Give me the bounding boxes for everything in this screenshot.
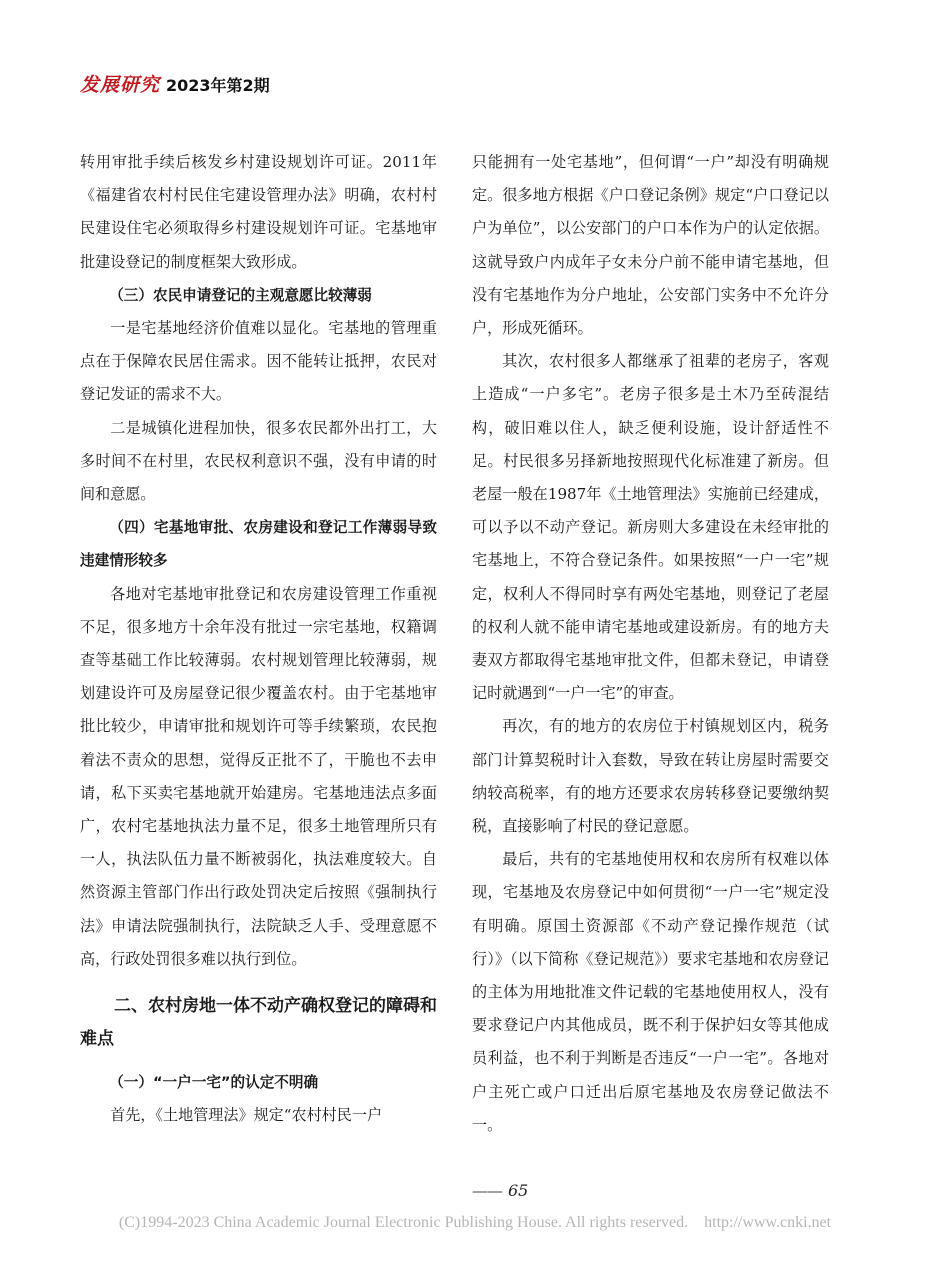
- paragraph: 一是宅基地经济价值难以显化。宅基地的管理重点在于保障农民居住需求。因不能转让抵押，农民对登记发证的需求不大。: [80, 319, 437, 404]
- copyright-watermark: (C)1994-2023 China Academic Journal Electronic Publishing House. All rights reserved. http://www.cnki.net: [118, 1214, 832, 1231]
- page-number-value: 65: [508, 1181, 529, 1200]
- paragraph: 最后，共有的宅基地使用权和农房所有权难以体现，宅基地及农房登记中如何贯彻“一户一宅”规定没有明确。原国土资源部《不动产登记操作规范（试行）》（以下简称《登记规范》）要求宅基地和农房登记的主体为用地批准文件记载的宅基地使用权人，没有要求登记户内其他成员，既不利于保护妇女等其他成员利益，也不利于判断是否违反“一户一宅”。各地对户主死亡或户口迁出后原宅基地及农房登记做法不一。: [472, 850, 829, 1134]
- journal-brand-logo: 发展研究: [80, 74, 161, 96]
- right-column: [472, 146, 829, 1142]
- paragraph: 再次，有的地方的农房位于村镇规划区内，税务部门计算契税时计入套数，导致在转让房屋时需要交纳较高税率，有的地方还要求农房转移登记要缴纳契税，直接影响了村民的登记意愿。: [472, 717, 829, 836]
- page-number-dash: ——: [472, 1181, 502, 1200]
- journal-issue: 2023年第2期: [166, 76, 270, 95]
- subsection-heading: （三）农民申请登记的主观意愿比较薄弱: [109, 286, 372, 304]
- section-heading: 二、农村房地一体不动产确权登记的障碍和难点: [80, 996, 437, 1050]
- left-column: [80, 146, 437, 1132]
- paragraph: 只能拥有一处宅基地”，但何谓“一户”却没有明确规定。很多地方根据《户口登记条例》规定“户口登记以户为单位”，以公安部门的户口本作为户的认定依据。这就导致户内成年子女未分户前不能申请宅基地，但没有宅基地作为分户地址，公安部门实务中不允许分户，形成死循环。: [472, 153, 829, 338]
- paragraph: 首先，《土地管理法》规定“农村村民一户: [110, 1106, 383, 1125]
- paragraph: 二是城镇化进程加快，很多农民都外出打工，大多时间不在村里，农民权利意识不强，没有申请的时间和意愿。: [80, 418, 437, 504]
- subsection-heading: （四）宅基地审批、农房建设和登记工作薄弱导致违建情形较多: [80, 519, 437, 570]
- page-number: [472, 1181, 528, 1200]
- paragraph: 转用审批手续后核发乡村建设规划许可证。2011年《福建省农村村民住宅建设管理办法》明确，农村村民建设住宅必须取得乡村建设规划许可证。宅基地审批建设登记的制度框架大致形成。: [80, 153, 437, 271]
- journal-header: [80, 70, 270, 98]
- paragraph: 各地对宅基地审批登记和农房建设管理工作重视不足，很多地方十余年没有批过一宗宅基地，权籍调查等基础工作比较薄弱。农村规划管理比较薄弱，规划建设许可及房屋登记很少覆盖农村。由于宅基地审批比较少，申请审批和规划许可等手续繁琐，农民抱着法不责众的思想，觉得反正批不了，干脆也不去申请，私下买卖宅基地就开始建房。宅基地违法点多面广，农村宅基地执法力量不足，很多土地管理所只有一人，执法队伍力量不断被弱化，执法难度较大。自然资源主管部门作出行政处罚决定后按照《强制执行法》申请法院强制执行，法院缺乏人手、受理意愿不高，行政处罚很多难以执行到位。: [80, 584, 437, 968]
- subsection-heading: （一）“一户一宅”的认定不明确: [109, 1074, 319, 1092]
- paragraph: 其次，农村很多人都继承了祖辈的老房子，客观上造成“一户多宅”。老房子很多是土木乃至砖混结构，破旧难以住人，缺乏便利设施，设计舒适性不足。村民很多另择新地按照现代化标准建了新房。但老屋一般在1987年《土地管理法》实施前已经建成，可以予以不动产登记。新房则大多建设在未经审批的宅基地上，不符合登记条件。如果按照“一户一宅”规定，权利人不得同时享有两处宅基地，则登记了老屋的权利人就不能申请宅基地或建设新房。有的地方夫妻双方都取得宅基地审批文件，但都未登记，申请登记时就遇到“一户一宅”的审查。: [472, 352, 829, 703]
